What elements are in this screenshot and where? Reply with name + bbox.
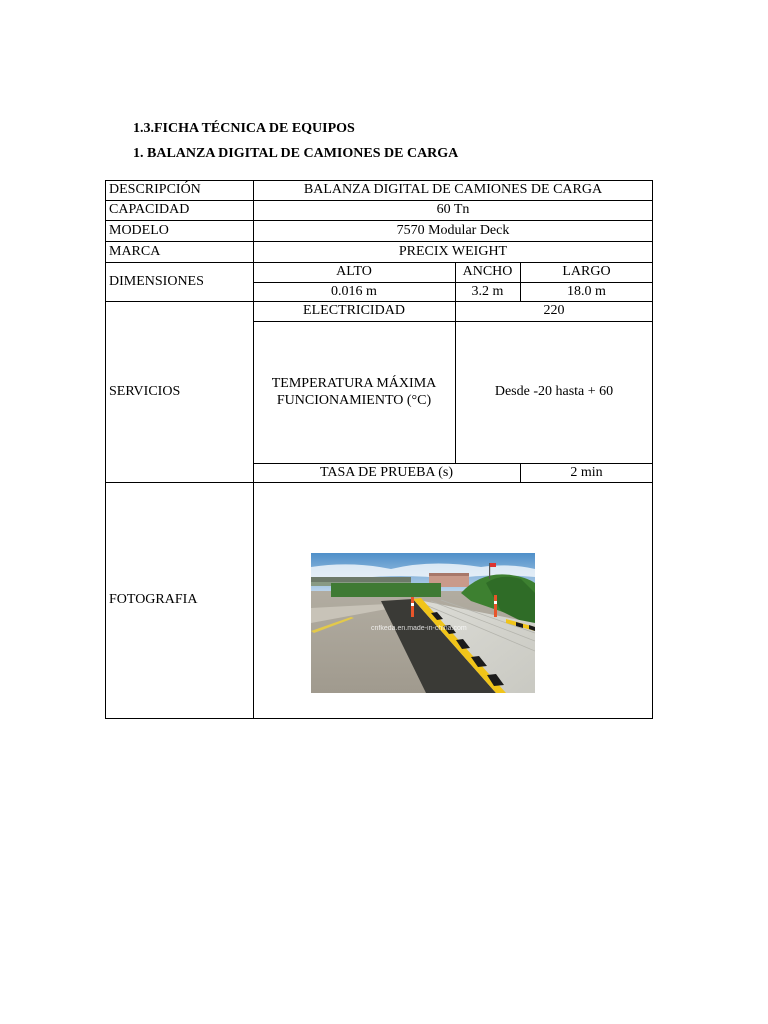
capacidad-value: 60 Tn — [436, 202, 470, 218]
marca-label: MARCA — [109, 243, 161, 259]
temperatura-label-line1: TEMPERATURA MÁXIMA — [271, 375, 437, 391]
alto-label: ALTO — [336, 264, 372, 280]
section-heading: 1.3.FICHA TÉCNICA DE EQUIPOS — [133, 121, 355, 136]
capacidad-label: CAPACIDAD — [109, 202, 190, 218]
largo-value: 18.0 m — [567, 283, 606, 299]
temperatura-label — [253, 321, 455, 463]
marca-value: PRECIX WEIGHT — [398, 243, 508, 259]
item-heading: 1. BALANZA DIGITAL DE CAMIONES DE CARGA — [133, 146, 459, 161]
modelo-value: 7570 Modular Deck — [396, 222, 510, 238]
temperatura-label-line2: FUNCIONAMIENTO (°C) — [276, 393, 432, 408]
fotografia-label: FOTOGRAFIA — [109, 592, 198, 608]
photo-watermark: cnfkeda.en.made-in-china.com — [371, 625, 467, 632]
descripcion-label: DESCRIPCIÓN — [109, 182, 201, 198]
electricidad-value: 220 — [543, 303, 565, 319]
largo-label: LARGO — [562, 264, 611, 280]
modelo-label: MODELO — [109, 222, 169, 238]
ancho-label: ANCHO — [462, 264, 513, 280]
temperatura-value: Desde -20 hasta + 60 — [494, 384, 614, 400]
electricidad-label: ELECTRICIDAD — [303, 303, 405, 319]
truck-scale-photo — [311, 553, 535, 693]
tasa-value: 2 min — [570, 464, 603, 480]
descripcion-value: BALANZA DIGITAL DE CAMIONES DE CARGA — [303, 182, 603, 198]
servicios-label: SERVICIOS — [109, 383, 181, 399]
tasa-label: TASA DE PRUEBA (s) — [319, 464, 454, 480]
ancho-value: 3.2 m — [471, 283, 504, 299]
alto-value: 0.016 m — [331, 283, 377, 299]
dimensiones-label: DIMENSIONES — [109, 273, 204, 289]
table-border-bottom — [105, 718, 653, 719]
